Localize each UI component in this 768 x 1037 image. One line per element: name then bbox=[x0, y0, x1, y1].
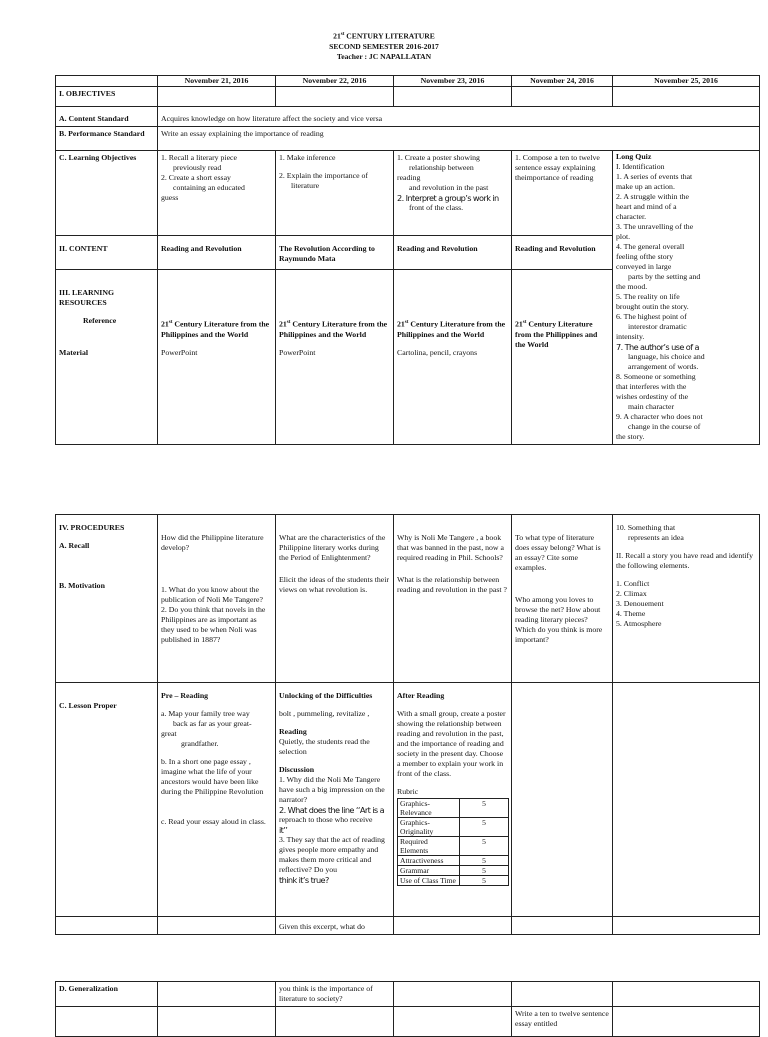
motivation-day-2: Elicit the ideas of the students their views on what revolution is. bbox=[279, 575, 389, 594]
element-item: 1. Conflict bbox=[616, 579, 650, 588]
excerpt-prompt: Given this excerpt, what do bbox=[276, 917, 394, 935]
reference-day-3: 21st Century Literature from the Philippines and the World bbox=[397, 319, 506, 339]
content-standard-text: Acquires knowledge on how literature affect the society and vice versa bbox=[158, 107, 760, 127]
recall-day-1: How did the Philippine literature develop? bbox=[161, 533, 264, 552]
lesson-day-5 bbox=[613, 683, 760, 917]
element-item: 2. Climax bbox=[616, 589, 647, 598]
objectives-day-1: 1. Recall a literary piece previously read 2. Create a short essay containing an educated guess bbox=[158, 151, 276, 236]
rubric-row: Attractiveness 5 bbox=[398, 856, 509, 866]
reference-day-4: 21st Century Literature from the Philippines and the World bbox=[515, 319, 598, 349]
quiz-part-2: II. Recall a story you have read and identify the following elements. bbox=[616, 551, 754, 570]
learning-resources-label-cell bbox=[56, 270, 158, 445]
content-label: II. CONTENT bbox=[56, 236, 158, 270]
recall-day-4: To what type of literature does essay belong? What is an essay? Cite some examples. bbox=[515, 533, 601, 572]
lesson-day-3: After Reading With a small group, create a poster showing the relationship between reading and revolution in the past, and the importance of reading and society in the present day. Choose a member to explain your work in front of the class. Rubric Graphics-Relevance 5 Graphics-Originality 5 Required Elements 5 Attractiveness 5 Grammar 5 Use of Class Time 5 bbox=[394, 683, 512, 917]
date-header-4: November 24, 2016 bbox=[512, 76, 613, 87]
reference-label: Reference bbox=[83, 316, 117, 326]
objectives-day-4: 1. Compose a ten to twelve sentence essay explaining theimportance of reading bbox=[512, 151, 613, 236]
lesson-plan-table-2 bbox=[55, 514, 760, 935]
motivation-day-4: Who among you loves to browse the net? How about reading literary pieces? Which do you think is more important? bbox=[515, 595, 603, 644]
content-standard-label: A. Content Standard bbox=[56, 107, 158, 127]
learning-objectives-label: C. Learning Objectives bbox=[56, 151, 158, 236]
objectives-day-2: 1. Make inference 2. Explain the importance of literature bbox=[276, 151, 394, 236]
material-day-3: Cartolina, pencil, crayons bbox=[397, 347, 478, 357]
content-day-2: The Revolution According to Raymundo Mata bbox=[276, 236, 394, 270]
recall-day-3: Why is Noli Me Tangere , a book that was banned in the past, now a required reading in Phil. Schools? bbox=[397, 533, 504, 562]
lesson-day-2: Unlocking of the Difficulties bolt , pummeling, revitalize , Reading Quietly, the students read the selection Discussion 1. Why did the Noli Me Tangere have such a big impression on the narrator? 2. What does the line ‘‘Art is a reproach to those who receive it’’ 3. They say that the act of reading gives people more empathy and makes them more critical and reflective? Do you think it’s true? bbox=[276, 683, 394, 917]
performance-standard-text: Write an essay explaining the importance of reading bbox=[158, 127, 760, 151]
objectives-day-3: 1. Create a poster showing relationship between reading and revolution in the past 2. Interpret a group’s work in front of the class. bbox=[394, 151, 512, 236]
rubric-table bbox=[397, 798, 509, 886]
content-day-3: Reading and Revolution bbox=[394, 236, 512, 270]
rubric-label: Rubric bbox=[397, 787, 419, 796]
recall-day-2: What are the characteristics of the Philippine literary works during the Period of Enlightenment? bbox=[279, 533, 386, 562]
material-day-1: PowerPoint bbox=[161, 347, 198, 357]
date-header-2: November 22, 2016 bbox=[276, 76, 394, 87]
lesson-proper-label: C. Lesson Proper bbox=[56, 683, 158, 917]
corner-cell bbox=[56, 76, 158, 87]
unlocking-heading: Unlocking of the Difficulties bbox=[279, 691, 373, 700]
learning-resources-label: III. LEARNING RESOURCES bbox=[59, 288, 115, 308]
procedures-label-cell bbox=[56, 515, 158, 683]
generalization-day-4: Write a ten to twelve sentence essay entitled bbox=[512, 1007, 613, 1037]
date-header-3: November 23, 2016 bbox=[394, 76, 512, 87]
generalization-day-2: you think is the importance of literature to society? bbox=[276, 982, 394, 1007]
rubric-row: Graphics-Originality 5 bbox=[398, 818, 509, 837]
motivation-day-1-q2: 2. Do you think that novels in the Philippines are as important as they used to be when Noli was published in 1887? bbox=[161, 605, 266, 644]
content-day-1: Reading and Revolution bbox=[158, 236, 276, 270]
objectives-label: I. OBJECTIVES bbox=[56, 87, 158, 107]
long-quiz-title: Long Quiz bbox=[616, 152, 652, 161]
recall-label: A. Recall bbox=[59, 541, 90, 550]
material-day-2: PowerPoint bbox=[279, 347, 316, 357]
lesson-day-4 bbox=[512, 683, 613, 917]
after-reading-heading: After Reading bbox=[397, 691, 445, 700]
date-header-1: November 21, 2016 bbox=[158, 76, 276, 87]
resources-day-4 bbox=[512, 270, 613, 445]
date-header-5: November 25, 2016 bbox=[613, 76, 760, 87]
vocabulary-words: bolt , pummeling, revitalize , bbox=[279, 709, 370, 718]
rubric-row: Grammar 5 bbox=[398, 866, 509, 876]
long-quiz-cell: Long Quiz I. Identification 1. A series of events that make up an action. 2. A struggle within the heart and mind of a character. 3. The unravelling of the plot. 4. The general overall feeling ofthe story conveyed in large parts by the setting and the mood. 5. The reality on life brought outin the story. 6. The highest point of interestor dramatic intensity. 7. The author’s use of a language, his choice and arrangement of words. 8. Someone or something that interferes with the wishes ordestiny of the main character 9. A character who does not change in the course of the story. bbox=[613, 151, 760, 445]
motivation-day-1-q1: 1. What do you know about the publication of Noli Me Tangere? bbox=[161, 585, 263, 604]
recall-motivation-day-2 bbox=[276, 515, 394, 683]
generalization-label: D. Generalization bbox=[56, 982, 158, 1007]
reference-day-2: 21st Century Literature from the Philippines and the World bbox=[279, 319, 388, 339]
rubric-row: Graphics-Relevance 5 bbox=[398, 799, 509, 818]
pre-reading-heading: Pre – Reading bbox=[161, 691, 209, 700]
motivation-day-3: What is the relationship between reading and revolution in the past ? bbox=[397, 575, 507, 594]
resources-day-1 bbox=[158, 270, 276, 445]
reference-day-1: 21st Century Literature from the Philippines and the World bbox=[161, 319, 270, 339]
content-day-4: Reading and Revolution bbox=[512, 236, 613, 270]
element-item: 4. Theme bbox=[616, 609, 646, 618]
lesson-plan-table-1 bbox=[55, 75, 760, 445]
header-course-title: 21st CENTURY LITERATURE bbox=[333, 31, 435, 41]
element-item: 3. Denouement bbox=[616, 599, 664, 608]
lesson-day-1: Pre – Reading a. Map your family tree way back as far as your great- great grandfather. b. In a short one page essay , imagine what the life of your ancestors would have been like during the Philippine Revolution c. Read your essay aloud in class. bbox=[158, 683, 276, 917]
rubric-row: Required Elements 5 bbox=[398, 837, 509, 856]
element-item: 5. Atmosphere bbox=[616, 619, 662, 628]
rubric-row: Use of Class Time 5 bbox=[398, 876, 509, 886]
procedures-label: IV. PROCEDURES bbox=[59, 523, 125, 532]
header-teacher: Teacher : JC NAPALLATAN bbox=[336, 51, 432, 61]
motivation-label: B. Motivation bbox=[59, 581, 105, 590]
header-semester: SECOND SEMESTER 2016-2017 bbox=[329, 41, 439, 51]
document-header bbox=[0, 30, 768, 62]
reading-heading: Reading bbox=[279, 727, 307, 736]
recall-motivation-day-3 bbox=[394, 515, 512, 683]
resources-day-2 bbox=[276, 270, 394, 445]
lesson-plan-table-3 bbox=[55, 981, 760, 1037]
recall-motivation-day-1 bbox=[158, 515, 276, 683]
discussion-heading: Discussion bbox=[279, 765, 315, 774]
performance-standard-label: B. Performance Standard bbox=[56, 127, 158, 151]
recall-motivation-day-4 bbox=[512, 515, 613, 683]
resources-day-3 bbox=[394, 270, 512, 445]
quiz-continued-cell: 10. Something that represents an idea II. Recall a story you have read and identify the following elements. 1. Conflict 2. Climax 3. Denouement 4. Theme 5. Atmosphere bbox=[613, 515, 760, 683]
material-label: Material bbox=[59, 348, 89, 358]
